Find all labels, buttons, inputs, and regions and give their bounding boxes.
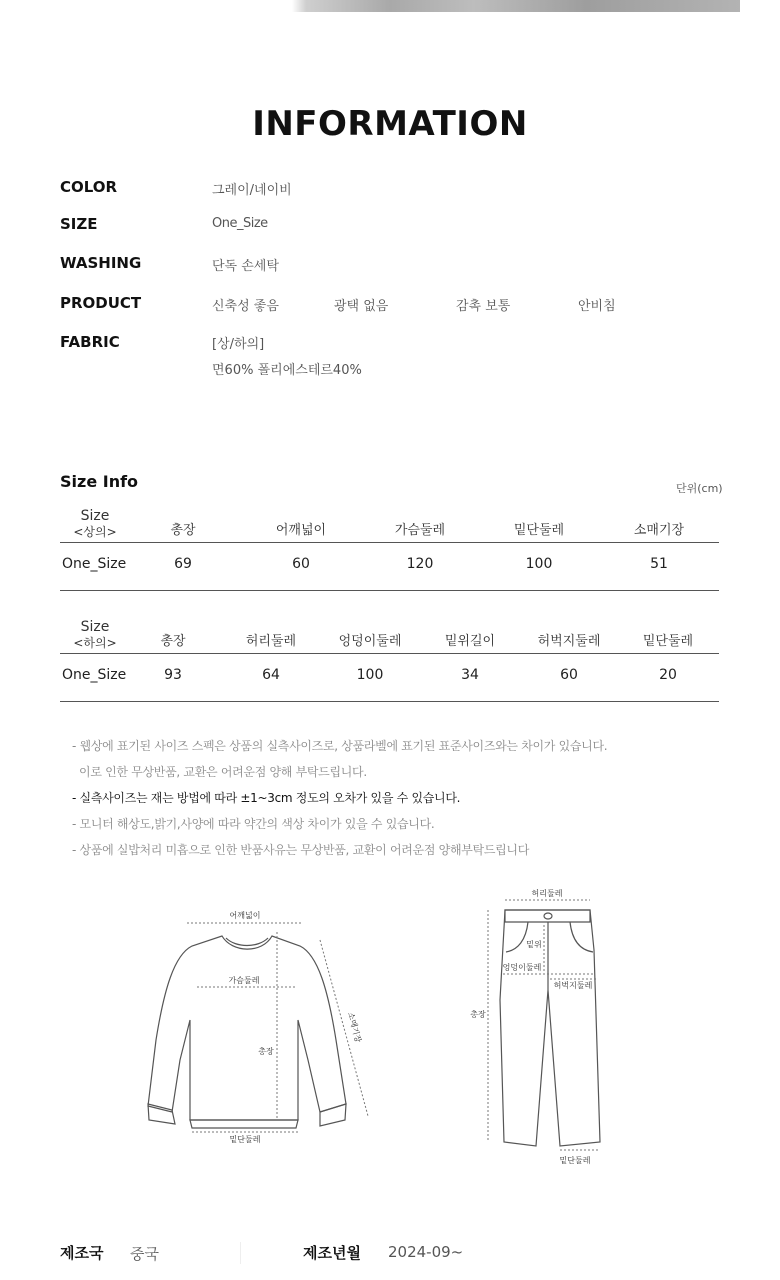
table-header-cell: 밑단둘레 — [513, 523, 565, 538]
table-header-cell: 밑위길이 — [444, 634, 496, 649]
product-value: 감촉 보통 — [456, 299, 511, 314]
size-header-label: Size — [80, 619, 110, 635]
product-value: 광택 없음 — [334, 299, 389, 314]
table-cell: 93 — [164, 667, 182, 683]
rise-label: 밑위 — [526, 940, 542, 949]
washing-value: 단독 손세탁 — [212, 259, 279, 274]
sweatshirt-outline — [148, 936, 346, 1128]
table-cell: 20 — [659, 667, 677, 683]
length-label: 총장 — [470, 1010, 486, 1019]
table-header-cell: 허벅지둘레 — [537, 634, 601, 649]
table-divider — [60, 701, 719, 702]
notice-line: - 실측사이즈는 재는 방법에 따라 ±1~3cm 정도의 오차가 있을 수 있습니다. — [72, 791, 461, 805]
footer-divider — [240, 1242, 241, 1264]
fabric-label: FABRIC — [60, 333, 120, 351]
size-header-label: Size — [80, 508, 110, 524]
product-label: PRODUCT — [60, 294, 142, 312]
waist-label: 허리둘레 — [531, 889, 563, 898]
unit-label: 단위(cm) — [676, 482, 723, 495]
product-value: 신축성 좋음 — [212, 299, 279, 314]
table-header-cell: 총장 — [170, 523, 196, 538]
table-divider — [60, 653, 719, 654]
size-header-sublabel: <상의> — [73, 525, 117, 539]
pants-outline — [500, 910, 600, 1146]
table-cell: 64 — [262, 667, 280, 683]
table-header-cell: 어깨넓이 — [275, 523, 327, 538]
size-info-heading: Size Info — [60, 472, 139, 491]
table-cell: 120 — [406, 556, 434, 572]
notice-line: - 웹상에 표기된 사이즈 스펙은 상품의 실측사이즈로, 상품라벨에 표기된 표준사이즈와는 차이가 있습니다. — [72, 739, 608, 753]
washing-label: WASHING — [60, 254, 142, 272]
table-row-name: One_Size — [62, 556, 127, 572]
table-header-cell: 허리둘레 — [245, 634, 297, 649]
length-label: 총장 — [258, 1047, 274, 1056]
table-header-cell: 소매기장 — [633, 523, 685, 538]
table-row-name: One_Size — [62, 667, 127, 683]
notice-line: - 상품에 실밥처리 미흡으로 인한 반품사유는 무상반품, 교환이 어려운점 양해부탁드립니다 — [72, 843, 529, 857]
table-header-cell: 밑단둘레 — [642, 634, 694, 649]
sleeve-label: 소매기장 — [346, 1011, 363, 1044]
table-cell: 60 — [560, 667, 578, 683]
table-header-cell: 총장 — [160, 634, 186, 649]
shoulder-label: 어깨넓이 — [229, 911, 261, 920]
table-divider — [60, 542, 719, 543]
size-header-sublabel: <하의> — [73, 636, 117, 650]
table-header-cell: 가슴둘레 — [394, 523, 446, 538]
table-divider — [60, 590, 719, 591]
country-label: 제조국 — [60, 1244, 104, 1262]
page-title: INFORMATION — [252, 104, 528, 144]
hem-label: 밑단둘레 — [229, 1135, 261, 1144]
notice-line: - 모니터 해상도,밝기,사양에 따라 약간의 색상 차이가 있을 수 있습니다. — [72, 817, 435, 831]
size-column-header — [62, 619, 128, 651]
product-photo-strip — [40, 0, 740, 12]
notice-line: 이로 인한 무상반품, 교환은 어려운점 양해 부탁드립니다. — [72, 765, 367, 779]
country-value: 중국 — [130, 1245, 159, 1263]
table-cell: 100 — [356, 667, 384, 683]
fabric-line: [상/하의] — [212, 337, 265, 352]
chest-label: 가슴둘레 — [228, 976, 260, 985]
product-value: 안비침 — [578, 299, 616, 314]
size-value: One_Size — [212, 216, 268, 231]
table-cell: 51 — [650, 556, 668, 572]
color-value: 그레이/네이비 — [212, 183, 292, 198]
table-cell: 69 — [174, 556, 192, 572]
fabric-line: 면60% 폴리에스테르40% — [212, 363, 362, 378]
color-label: COLOR — [60, 178, 118, 196]
size-column-header — [62, 508, 128, 540]
table-cell: 100 — [525, 556, 553, 572]
date-label: 제조년월 — [303, 1244, 361, 1262]
size-label: SIZE — [60, 215, 98, 233]
hip-label: 엉덩이둘레 — [502, 963, 542, 972]
table-header-cell: 엉덩이둘레 — [338, 634, 402, 649]
date-value: 2024-09~ — [388, 1243, 464, 1261]
hem-label: 밑단둘레 — [559, 1156, 591, 1165]
table-cell: 60 — [292, 556, 310, 572]
table-cell: 34 — [461, 667, 479, 683]
thigh-label: 허벅지둘레 — [553, 981, 593, 990]
